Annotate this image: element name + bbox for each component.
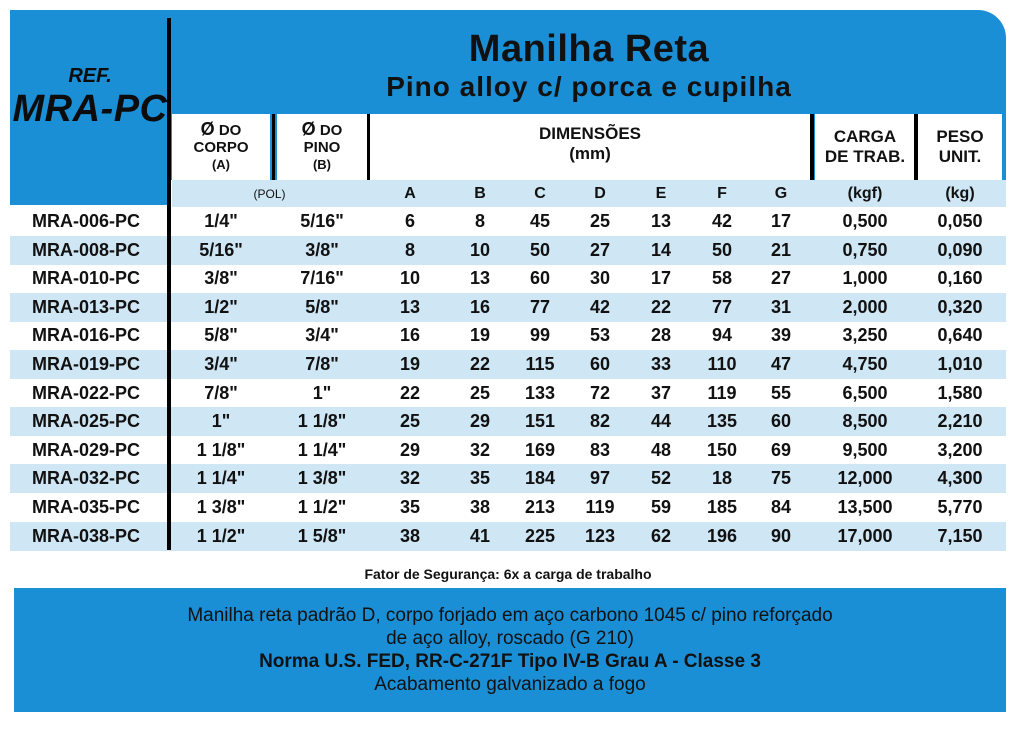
cell-e: 59: [650, 497, 672, 517]
cell-d: 123: [584, 525, 616, 546]
unit-col-e: E: [655, 184, 667, 202]
unit-col-f: F: [717, 184, 727, 202]
table-row: [10, 407, 1006, 436]
units-pol: [172, 180, 367, 207]
cell-carga: 0,750: [842, 239, 888, 260]
cell-peso: 7,150: [937, 525, 983, 546]
unit-col-c: C: [534, 184, 546, 202]
cell-peso: 5,770: [937, 497, 983, 517]
cell-a: 16: [399, 325, 421, 346]
header-corpo: [172, 114, 270, 180]
page-subtitle: Pino alloy c/ porca e cupilha: [386, 71, 792, 102]
cell-ref: MRA-022-PC: [32, 382, 141, 403]
cell-pino: 1 5/8": [297, 525, 347, 546]
table-row: [10, 264, 1006, 293]
cell-b: 22: [469, 354, 491, 374]
cell-g: 84: [770, 497, 792, 517]
unit-col-g: G: [774, 184, 788, 202]
cell-e: 22: [650, 296, 672, 317]
unit-kg: (kg): [945, 184, 975, 202]
ref-box: [10, 10, 170, 205]
cell-c: 225: [524, 525, 556, 546]
cell-f: 50: [711, 239, 733, 260]
cell-peso: 1,010: [937, 354, 983, 374]
ref-code: MRA-PC: [12, 87, 168, 130]
cell-c: 169: [524, 439, 556, 460]
cell-corpo: 1 1/4": [196, 468, 246, 489]
divider-carga: [914, 114, 918, 180]
header-pino: [277, 114, 367, 180]
cell-g: 75: [770, 468, 792, 489]
cell-a: 13: [399, 296, 421, 317]
divider-corpo: [272, 114, 275, 180]
cell-a: 19: [399, 354, 421, 374]
cell-pino: 7/8": [305, 354, 339, 374]
cell-f: 42: [711, 211, 733, 231]
divider-pino: [367, 114, 370, 180]
cell-d: 42: [589, 296, 611, 317]
header-carga-line1: CARGA: [833, 127, 897, 146]
cell-f: 119: [707, 382, 737, 403]
table-row: [10, 350, 1006, 379]
table-row: [10, 321, 1006, 350]
table-row: [10, 293, 1006, 322]
cell-c: 45: [529, 211, 551, 231]
cell-corpo: 1/2": [204, 296, 238, 317]
cell-corpo: 1 3/8": [196, 497, 246, 517]
cell-pino: 1 1/2": [297, 497, 347, 517]
cell-b: 10: [469, 239, 491, 260]
cell-peso: 0,090: [937, 239, 983, 260]
cell-peso: 4,300: [937, 468, 983, 489]
header-carga: [815, 114, 915, 180]
cell-ref: MRA-013-PC: [32, 296, 141, 317]
header-dimensoes: [370, 114, 810, 180]
cell-corpo: 3/4": [204, 354, 238, 374]
cell-b: 41: [469, 525, 491, 546]
header-corpo-sub: (A): [211, 157, 231, 172]
cell-c: 151: [524, 411, 556, 432]
cell-carga: 2,000: [842, 296, 888, 317]
table-row: [10, 379, 1006, 408]
description-line-4: Acabamento galvanizado a fogo: [374, 674, 646, 695]
table-row: [10, 236, 1006, 265]
cell-d: 97: [589, 468, 611, 489]
diameter-symbol: Ø: [200, 119, 215, 139]
cell-e: 48: [650, 439, 672, 460]
cell-peso: 0,640: [937, 325, 983, 346]
description-line-3: Norma U.S. FED, RR-C-271F Tipo IV-B Grau A - Classe 3: [259, 651, 761, 672]
cell-g: 27: [770, 268, 792, 289]
cell-a: 32: [399, 468, 421, 489]
cell-b: 32: [469, 439, 491, 460]
cell-carga: 9,500: [842, 439, 888, 460]
header-corpo-do: DO: [218, 122, 242, 139]
cell-a: 10: [399, 268, 421, 289]
cell-e: 52: [650, 468, 672, 489]
cell-carga: 1,000: [842, 268, 888, 289]
cell-corpo: 3/8": [204, 268, 238, 289]
cell-ref: MRA-010-PC: [32, 268, 141, 289]
cell-corpo: 5/8": [204, 325, 238, 346]
cell-c: 60: [529, 268, 551, 289]
cell-ref: MRA-029-PC: [32, 439, 141, 460]
cell-pino: 1": [312, 382, 332, 403]
cell-pino: 1 1/4": [297, 439, 347, 460]
header-corpo-label: CORPO: [193, 139, 249, 156]
cell-corpo: 5/16": [199, 239, 243, 260]
cell-a: 22: [399, 382, 421, 403]
cell-pino: 5/8": [305, 296, 339, 317]
cell-ref: MRA-025-PC: [32, 411, 141, 432]
unit-col-a: A: [404, 184, 416, 202]
cell-corpo: 1 1/2": [196, 525, 246, 546]
cell-f: 18: [711, 468, 733, 489]
cell-e: 13: [650, 211, 672, 231]
cell-ref: MRA-008-PC: [32, 239, 141, 260]
header-dimensoes-label: DIMENSÕES: [538, 124, 642, 143]
cell-peso: 0,050: [937, 211, 983, 231]
cell-carga: 8,500: [842, 411, 888, 432]
cell-f: 94: [711, 325, 733, 346]
cell-e: 37: [650, 382, 672, 403]
safety-footnote: Fator de Segurança: 6x a carga de trabalho: [364, 566, 652, 582]
cell-f: 135: [706, 411, 738, 432]
cell-carga: 0,500: [842, 211, 888, 231]
cell-corpo: 7/8": [204, 382, 238, 403]
ref-label: REF.: [68, 64, 112, 87]
cell-b: 29: [469, 411, 491, 432]
divider-ref: [167, 18, 171, 550]
cell-d: 53: [589, 325, 611, 346]
cell-b: 38: [469, 497, 491, 517]
table-row: [10, 207, 1006, 236]
cell-pino: 1 1/8": [297, 411, 347, 432]
cell-d: 25: [589, 211, 611, 231]
cell-d: 60: [589, 354, 611, 374]
cell-pino: 3/4": [305, 325, 339, 346]
cell-carga: 17,000: [837, 525, 893, 546]
cell-peso: 1,580: [937, 382, 983, 403]
cell-f: 196: [706, 525, 738, 546]
cell-d: 83: [589, 439, 611, 460]
cell-f: 110: [707, 354, 737, 374]
cell-g: 21: [770, 239, 792, 260]
cell-c: 184: [524, 468, 556, 489]
divider-dim: [810, 114, 814, 180]
cell-d: 30: [589, 268, 611, 289]
cell-carga: 3,250: [842, 325, 888, 346]
diameter-symbol: Ø: [301, 119, 316, 139]
cell-carga: 6,500: [842, 382, 888, 403]
cell-a: 25: [399, 411, 421, 432]
cell-carga: 13,500: [837, 497, 893, 517]
cell-peso: 0,320: [937, 296, 983, 317]
cell-g: 31: [770, 296, 792, 317]
header-peso-line1: PESO: [936, 127, 984, 146]
unit-col-b: B: [474, 184, 486, 202]
cell-c: 213: [524, 497, 556, 517]
cell-pino: 5/16": [300, 211, 344, 231]
cell-d: 72: [589, 382, 611, 403]
description-box: [14, 588, 1006, 712]
table-row: [10, 436, 1006, 465]
cell-peso: 2,210: [937, 411, 983, 432]
cell-peso: 0,160: [937, 268, 983, 289]
cell-ref: MRA-035-PC: [32, 497, 141, 517]
cell-g: 17: [770, 211, 792, 231]
units-pol-label: (POL): [253, 186, 286, 201]
cell-ref: MRA-038-PC: [32, 525, 141, 546]
cell-corpo: 1": [211, 411, 231, 432]
cell-a: 6: [404, 211, 415, 231]
cell-a: 35: [399, 497, 421, 517]
cell-b: 16: [469, 296, 491, 317]
cell-f: 58: [711, 268, 733, 289]
cell-c: 77: [529, 296, 551, 317]
cell-f: 77: [711, 296, 733, 317]
cell-f: 150: [706, 439, 738, 460]
header-pino-label: PINO: [303, 139, 341, 156]
cell-c: 115: [525, 354, 555, 374]
header-pino-sub: (B): [312, 157, 332, 172]
cell-d: 119: [585, 497, 615, 517]
cell-ref: MRA-019-PC: [32, 354, 141, 374]
cell-g: 69: [770, 439, 792, 460]
cell-e: 28: [650, 325, 672, 346]
cell-peso: 3,200: [937, 439, 983, 460]
cell-b: 8: [474, 211, 485, 231]
cell-e: 17: [650, 268, 672, 289]
header-dimensoes-unit: (mm): [569, 144, 611, 163]
page-title: Manilha Reta: [468, 28, 710, 70]
header-peso: [918, 114, 1002, 180]
cell-a: 29: [399, 439, 421, 460]
cell-b: 19: [469, 325, 491, 346]
cell-b: 25: [469, 382, 491, 403]
table-row: [10, 522, 1006, 551]
header-peso-line2: UNIT.: [938, 147, 982, 166]
cell-pino: 7/16": [300, 268, 344, 289]
cell-d: 27: [589, 239, 611, 260]
cell-ref: MRA-006-PC: [32, 211, 141, 231]
cell-g: 90: [770, 525, 792, 546]
title-area: [172, 18, 1006, 112]
unit-kgf: (kgf): [847, 184, 883, 202]
cell-c: 50: [529, 239, 551, 260]
description-line-2: de aço alloy, roscado (G 210): [386, 628, 634, 649]
cell-g: 55: [770, 382, 792, 403]
cell-a: 8: [404, 239, 415, 260]
cell-e: 33: [650, 354, 672, 374]
cell-e: 44: [650, 411, 672, 432]
cell-b: 35: [469, 468, 491, 489]
header-pino-do: DO: [319, 122, 343, 139]
cell-d: 82: [589, 411, 611, 432]
cell-g: 60: [770, 411, 792, 432]
unit-col-d: D: [594, 184, 606, 202]
cell-c: 133: [524, 382, 556, 403]
cell-pino: 3/8": [305, 239, 339, 260]
cell-pino: 1 3/8": [297, 468, 347, 489]
cell-g: 47: [770, 354, 792, 374]
cell-carga: 12,000: [837, 468, 893, 489]
cell-e: 14: [650, 239, 672, 260]
table-row: [10, 464, 1006, 493]
table-row: [10, 493, 1006, 522]
cell-a: 38: [399, 525, 421, 546]
cell-c: 99: [529, 325, 551, 346]
cell-corpo: 1 1/8": [196, 439, 246, 460]
cell-carga: 4,750: [842, 354, 888, 374]
cell-e: 62: [650, 525, 672, 546]
description-line-1: Manilha reta padrão D, corpo forjado em aço carbono 1045 c/ pino reforçado: [187, 605, 833, 626]
header-carga-line2: DE TRAB.: [824, 147, 906, 166]
cell-b: 13: [469, 268, 491, 289]
cell-ref: MRA-016-PC: [32, 325, 141, 346]
cell-ref: MRA-032-PC: [32, 468, 141, 489]
cell-g: 39: [770, 325, 792, 346]
cell-corpo: 1/4": [204, 211, 238, 231]
cell-f: 185: [706, 497, 738, 517]
